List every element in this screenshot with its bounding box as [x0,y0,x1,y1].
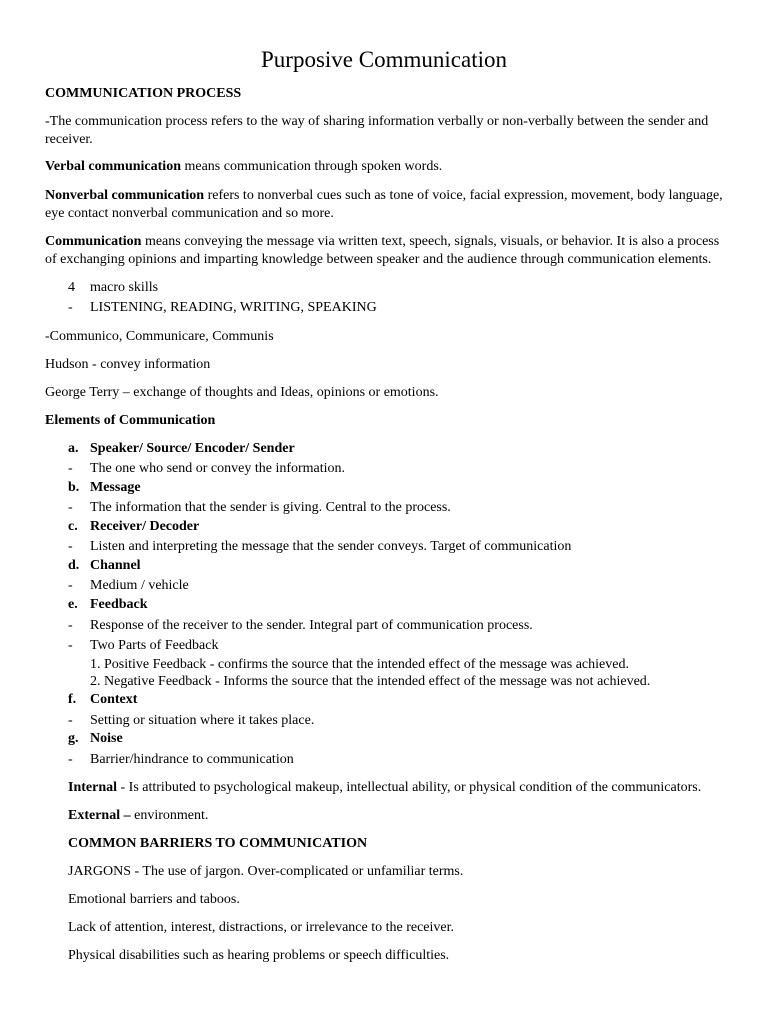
list-marker: 4 [68,280,75,295]
barriers-heading: COMMON BARRIERS TO COMMUNICATION [68,836,368,851]
element-name: Receiver/ Decoder [90,519,200,534]
element-name: Noise [90,731,123,746]
section-heading-process: COMMUNICATION PROCESS [45,86,242,101]
skills-list: LISTENING, READING, WRITING, SPEAKING [90,300,377,315]
verbal-definition: Verbal communication means communication through spoken words. [45,159,443,174]
element-description: Medium / vehicle [90,578,189,593]
barrier-item: Lack of attention, interest, distractions, or irrelevance to the receiver. [68,920,455,935]
external-noise: External – environment. [68,808,209,823]
element-letter: a. [68,441,79,456]
macro-skills: macro skills [90,280,159,295]
element-letter: e. [68,597,78,612]
element-name: Message [90,480,141,495]
element-letter: b. [68,480,80,495]
element-name: Context [90,692,138,707]
element-description: The information that the sender is giving. Central to the process. [90,500,451,515]
list-dash: - [68,638,73,653]
list-dash: - [68,300,73,315]
list-dash: - [68,539,73,554]
list-dash: - [68,752,73,767]
list-dash: - [68,578,73,593]
element-letter: g. [68,731,79,746]
internal-noise: Internal - Is attributed to psychological makeup, intellectual ability, or physical condition of the communicators. [68,780,702,795]
element-description: Setting or situation where it takes place. [90,713,315,728]
process-description: -The communication process refers to the way of sharing information verbally or non-verbally between the sender and receiver. [45,114,709,147]
barrier-item: Physical disabilities such as hearing problems or speech difficulties. [68,948,450,963]
list-dash: - [68,618,73,633]
positive-feedback: 1. Positive Feedback - confirms the source that the intended effect of the message was achieved. [90,657,629,672]
page-title: Purposive Communication [261,47,507,72]
elements-heading: Elements of Communication [45,413,216,428]
element-description: Listen and interpreting the message that the sender conveys. Target of communication [90,539,572,554]
element-description: The one who send or convey the information. [90,461,346,476]
element-name: Feedback [90,597,148,612]
hudson-definition: Hudson - convey information [45,357,211,372]
barrier-item: JARGONS - The use of jargon. Over-complicated or unfamiliar terms. [68,864,464,879]
list-dash: - [68,461,73,476]
element-name: Channel [90,558,141,573]
barrier-item: Emotional barriers and taboos. [68,892,240,907]
list-dash: - [68,500,73,515]
communication-definition: Communication means conveying the message via written text, speech, signals, visuals, or behavior. It is also a process of exchanging opinions and imparting knowledge between speaker and the audience through communication elements. [45,234,720,267]
negative-feedback: 2. Negative Feedback - Informs the source that the intended effect of the message was not achieved. [90,674,651,689]
terry-definition: George Terry – exchange of thoughts and Ideas, opinions or emotions. [45,385,439,400]
element-letter: f. [68,692,77,707]
element-name: Speaker/ Source/ Encoder/ Sender [90,441,295,456]
nonverbal-definition: Nonverbal communication refers to nonverbal cues such as tone of voice, facial expression, movement, body language, eye contact nonverbal communication and so more. [45,188,723,221]
etymology-line: -Communico, Communicare, Communis [45,329,274,344]
element-description: Barrier/hindrance to communication [90,752,294,767]
element-letter: d. [68,558,80,573]
element-letter: c. [68,519,78,534]
feedback-parts-title: Two Parts of Feedback [90,638,219,653]
element-description: Response of the receiver to the sender. Integral part of communication process. [90,618,533,633]
list-dash: - [68,713,73,728]
